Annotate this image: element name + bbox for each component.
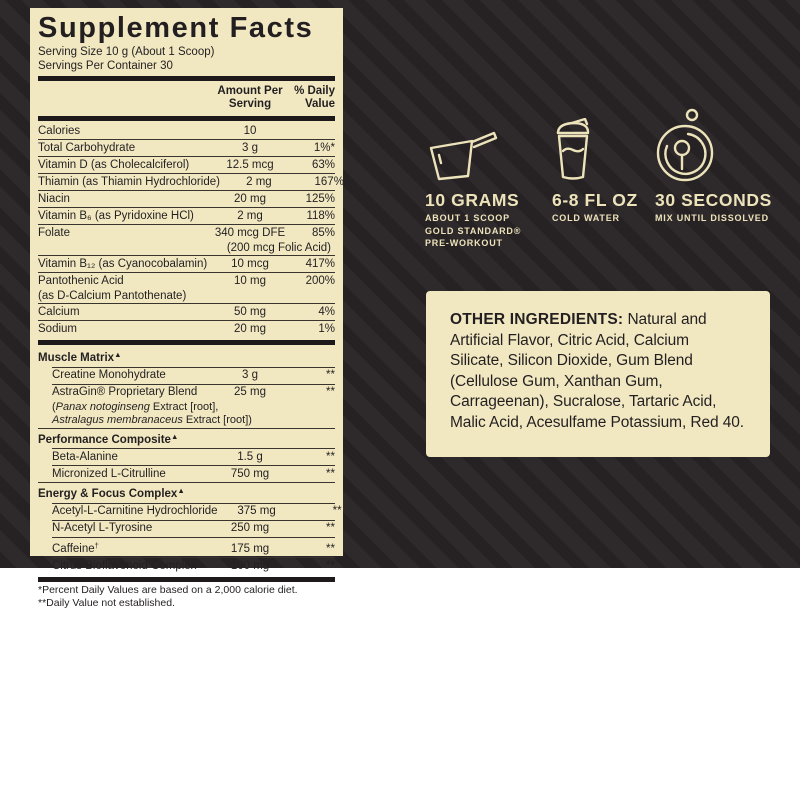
ingredient-name: Creatine Monohydrate <box>52 369 166 381</box>
serving-size: Serving Size 10 g (About 1 Scoop) <box>38 46 215 58</box>
section-item <box>52 384 335 428</box>
ingredient-amount: 3 g <box>242 141 258 154</box>
scoop-icon <box>425 108 521 182</box>
direction-subline: MIX UNTIL DISSOLVED <box>655 213 769 223</box>
ingredient-daily-value: 200% <box>305 274 335 287</box>
footnote-dv-not-established: **Daily Value not established. <box>38 596 175 609</box>
ingredient-name-2: (as D-Calcium Pantothenate) <box>38 290 187 302</box>
ingredient-subline: (Panax notoginseng Extract [root], <box>52 400 219 413</box>
nutrient-row <box>38 255 335 272</box>
ingredient-daily-value: 1% <box>318 322 335 335</box>
ingredient-amount: 50 mg <box>234 305 266 318</box>
section-title: Muscle Matrix▲ <box>38 350 122 364</box>
nutrient-line <box>52 466 335 482</box>
table-header <box>38 83 335 113</box>
ingredient-amount: 10 mg <box>234 274 266 287</box>
ingredient-daily-value: ** <box>332 505 342 517</box>
ingredient-amount: 10 mcg <box>231 257 269 270</box>
nutrient-row <box>38 303 335 320</box>
column-header-amount: Amount Per Serving <box>217 85 283 110</box>
nutrient-row <box>38 123 335 139</box>
ingredient-amount: 250 mg <box>230 522 270 534</box>
ingredient-name: Folate <box>38 226 70 239</box>
ingredient-name: Micronized L-Citrulline <box>52 467 166 480</box>
ingredient-daily-value: ** <box>326 559 335 572</box>
ingredient-name: AstraGin® Proprietary Blend <box>52 386 198 398</box>
direction-water <box>552 108 638 224</box>
nutrient-row <box>38 139 335 156</box>
nutrient-row <box>38 173 344 190</box>
other-ingredients-label: OTHER INGREDIENTS: <box>450 311 624 328</box>
ingredient-name: Vitamin B₁₂ (as Cyanocobalamin) <box>38 257 208 270</box>
section-item <box>52 448 335 465</box>
nutrient-line <box>38 123 335 139</box>
ingredient-daily-value: 125% <box>305 192 335 205</box>
ingredient-amount: 3 g <box>242 369 258 381</box>
section <box>38 428 335 483</box>
panel-title: Supplement Facts <box>38 12 314 44</box>
ingredient-amount: 2 mg <box>246 175 272 188</box>
ingredient-amount: 175 mg <box>230 542 270 555</box>
nutrient-line <box>38 140 335 156</box>
nutrient-line <box>38 321 335 337</box>
ingredient-name: Calcium <box>38 305 80 318</box>
ingredient-mark: † <box>94 540 99 550</box>
nutrient-line <box>52 538 335 558</box>
direction-subline: GOLD STANDARD® <box>425 225 522 236</box>
thick-rule <box>38 116 335 121</box>
amount-note: (200 mcg Folic Acid) <box>226 242 331 254</box>
direction-subline: ABOUT 1 SCOOP <box>425 213 510 223</box>
nutrient-line <box>52 558 335 574</box>
supplement-facts-panel <box>30 8 344 609</box>
ingredient-amount: 2 mg <box>237 209 263 222</box>
section-item <box>52 537 335 558</box>
ingredient-amount: 750 mg <box>230 467 270 480</box>
ingredient-name: Thiamin (as Thiamin Hydrochloride) <box>38 175 220 188</box>
ingredient-daily-value: 417% <box>305 257 335 270</box>
ingredient-name: Vitamin B₆ (as Pyridoxine HCl) <box>38 209 194 222</box>
ingredient-daily-value: 85% <box>311 226 335 239</box>
nutrient-row <box>38 190 335 207</box>
nutrient-line <box>52 385 335 401</box>
nutrient-rows <box>38 123 344 337</box>
section-title: Performance Composite▲ <box>38 431 179 446</box>
thick-rule <box>38 577 335 582</box>
section <box>38 482 342 574</box>
ingredient-name: Vitamin D (as Cholecalciferol) <box>38 158 190 171</box>
section-item <box>52 503 342 520</box>
nutrient-line <box>38 225 335 241</box>
nutrient-row <box>38 156 335 173</box>
ingredient-amount: 12.5 mcg <box>226 158 274 171</box>
direction-subline: COLD WATER <box>552 213 620 223</box>
ingredient-daily-value: 4% <box>318 305 335 318</box>
ingredient-name: Niacin <box>38 192 70 205</box>
ingredient-amount: 375 mg <box>237 505 276 517</box>
ingredient-amount: 20 mg <box>234 192 266 205</box>
nutrient-line <box>38 273 335 289</box>
nutrient-line <box>52 521 335 537</box>
nutrient-row <box>38 224 335 255</box>
ingredient-daily-value: ** <box>326 386 335 398</box>
ingredient-amount: 1.5 g <box>237 450 263 463</box>
ingredient-name: Calories <box>38 124 81 137</box>
nutrient-line <box>38 157 335 173</box>
other-ingredients-box <box>426 291 770 457</box>
ingredient-name: Citrus Bioflavonoid Complex <box>52 559 197 572</box>
nutrient-line <box>52 368 335 384</box>
ingredient-name: N-Acetyl L-Tyrosine <box>52 522 153 534</box>
nutrient-line <box>52 449 335 465</box>
ingredient-daily-value: ** <box>326 467 335 480</box>
nutrient-row <box>38 207 335 224</box>
thick-rule <box>38 340 335 345</box>
footnote-daily-values: *Percent Daily Values are based on a 2,000 calorie diet. <box>38 584 298 596</box>
ingredient-name: Total Carbohydrate <box>38 141 136 154</box>
section-item <box>52 520 335 537</box>
ingredient-name: Caffeine† <box>52 540 99 555</box>
direction-headline: 10 GRAMS <box>425 190 520 210</box>
ingredient-amount: 340 mcg DFE <box>214 226 286 239</box>
nutrient-line <box>38 191 335 207</box>
blend-sections <box>38 347 342 574</box>
ingredient-name: Sodium <box>38 322 77 335</box>
ingredient-daily-value: 118% <box>306 209 335 222</box>
column-header-dv: % Daily Value <box>294 85 335 110</box>
ingredient-daily-value: ** <box>326 450 335 463</box>
ingredient-amount: 100 mg <box>230 559 270 572</box>
ingredient-amount: 25 mg <box>234 386 266 398</box>
nutrient-line <box>38 304 335 320</box>
section-mark: ▲ <box>170 431 179 441</box>
nutrient-row <box>38 272 335 303</box>
thick-rule <box>38 76 335 81</box>
ingredient-daily-value: ** <box>326 542 335 555</box>
ingredient-subline: Astralagus membranaceus Extract [root]) <box>52 414 252 426</box>
direction-time <box>655 108 772 224</box>
ingredient-amount: 20 mg <box>234 322 266 335</box>
ingredient-daily-value: ** <box>326 369 335 381</box>
ingredient-name: Beta-Alanine <box>52 450 118 463</box>
ingredient-daily-value: 63% <box>311 158 335 171</box>
nutrient-line <box>38 174 344 190</box>
other-ingredients-text: OTHER INGREDIENTS: Natural and Artificial Flavor, Citric Acid, Calcium Silicate, Silicon Dioxide, Gum Blend (Cellulose Gum, Xanthan Gum, Carrageenan), Sucralose, Tartaric Acid, Malic Acid, Acesulfame Potassium, Red 40. <box>450 311 744 431</box>
ingredient-amount: 10 <box>243 124 257 137</box>
direction-headline: 6-8 FL OZ <box>552 190 638 210</box>
section <box>38 347 335 428</box>
servings-per-container: Servings Per Container 30 <box>38 59 173 72</box>
section-mark: ▲ <box>114 350 122 359</box>
ingredient-name: Pantothenic Acid <box>38 274 124 287</box>
ingredient-name: Acetyl-L-Carnitine Hydrochloride <box>52 505 218 517</box>
nutrient-line <box>38 256 335 272</box>
section-item <box>52 465 335 482</box>
section-mark: ▲ <box>177 486 185 495</box>
section-item <box>52 367 335 384</box>
direction-headline: 30 SECONDS <box>655 190 772 210</box>
nutrient-line <box>38 208 335 224</box>
ingredient-daily-value: 167% <box>314 175 344 188</box>
direction-scoop <box>425 108 521 249</box>
direction-subline: PRE-WORKOUT <box>425 238 503 248</box>
nutrient-row <box>38 320 335 337</box>
ingredient-daily-value: ** <box>326 522 335 534</box>
section-item <box>52 557 335 574</box>
nutrient-line <box>52 504 342 520</box>
shaker-bottle-icon <box>552 108 638 182</box>
ingredient-daily-value: 1%* <box>313 141 335 154</box>
section-title: Energy & Focus Complex▲ <box>38 486 185 500</box>
stopwatch-icon <box>655 108 772 182</box>
